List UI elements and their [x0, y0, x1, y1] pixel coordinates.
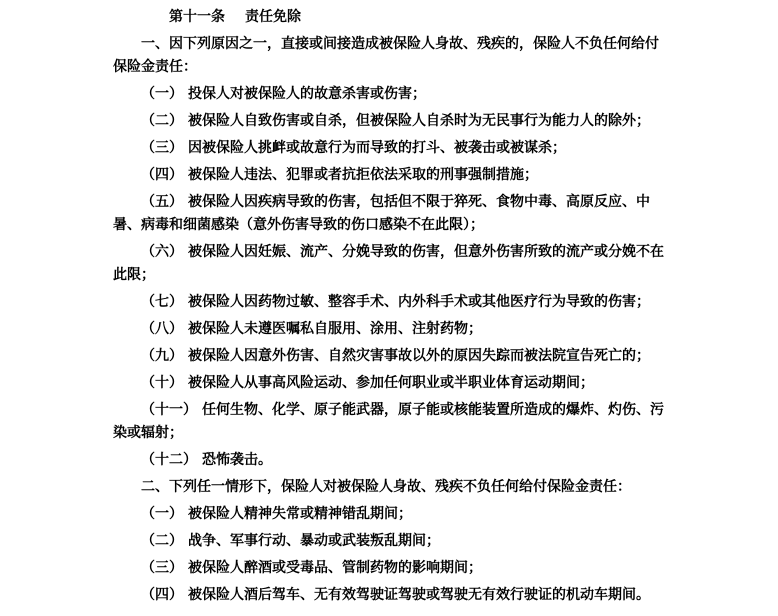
item-number: （五） [141, 193, 183, 209]
section1-item-7 [113, 290, 671, 313]
section1-item-5 [113, 190, 671, 236]
item-number: （九） [141, 347, 183, 363]
item-number: （三） [141, 139, 183, 155]
item-number: （一） [141, 85, 183, 101]
section1-item-3 [113, 136, 671, 159]
section2-item-2 [113, 529, 671, 552]
section2-item-4 [113, 583, 671, 606]
item-number: （三） [141, 559, 183, 575]
item-text: 被保险人未遵医嘱私自服用、涂用、注射药物； [188, 320, 482, 336]
item-number: （十） [141, 374, 183, 390]
item-number: （四） [141, 586, 183, 602]
item-text: 因被保险人挑衅或故意行为而导致的打斗、被袭击或被谋杀； [188, 139, 566, 155]
section2-item-3 [113, 556, 671, 579]
item-number: （七） [141, 293, 183, 309]
item-text: 被保险人酒后驾车、无有效驾驶证驾驶或驾驶无有效行驶证的机动车期间。 [188, 586, 650, 602]
section1-item-11 [113, 398, 671, 444]
item-number: （一） [141, 505, 183, 521]
item-text: 被保险人醉酒或受毒品、管制药物的影响期间； [188, 559, 482, 575]
section1-item-6 [113, 240, 671, 286]
section1-item-1 [113, 82, 671, 105]
section1-item-10 [113, 371, 671, 394]
clause-number: 第十一条 [169, 8, 225, 24]
item-text: 任何生物、化学、原子能武器，原子能或核能装置所造成的爆炸、灼伤、污染或辐射； [113, 401, 664, 440]
item-text: 被保险人因药物过敏、整容手术、内外科手术或其他医疗行为导致的伤害； [188, 293, 650, 309]
item-number: （四） [141, 166, 183, 182]
item-number: （八） [141, 320, 183, 336]
item-text: 被保险人精神失常或精神错乱期间； [188, 505, 412, 521]
item-number: （二） [141, 532, 183, 548]
item-text: 投保人对被保险人的故意杀害或伤害； [188, 85, 426, 101]
item-text: 被保险人违法、犯罪或者抗拒依法采取的刑事强制措施； [188, 166, 538, 182]
section1-item-12 [113, 448, 671, 471]
clause-title: 责任免除 [245, 8, 301, 24]
section1-item-4 [113, 163, 671, 186]
section1-intro: 一、因下列原因之一，直接或间接造成被保险人身故、残疾的，保险人不负任何给付保险金责任： [113, 35, 659, 74]
item-text: 恐怖袭击。 [202, 451, 272, 467]
section2-intro: 二、下列任一情形下，保险人对被保险人身故、残疾不负任何给付保险金责任： [141, 478, 631, 494]
section1-item-9 [113, 344, 671, 367]
item-text: 战争、军事行动、暴动或武装叛乱期间； [188, 532, 440, 548]
item-number: （二） [141, 112, 183, 128]
item-text: 被保险人因妊娠、流产、分娩导致的伤害，但意外伤害所致的流产或分娩不在此限； [113, 243, 664, 282]
section1-item-8 [113, 317, 671, 340]
clause-document [113, 5, 671, 610]
item-number: （十一） [141, 401, 197, 417]
section1-item-2 [113, 109, 671, 132]
item-number: （十二） [141, 451, 197, 467]
item-text: 被保险人从事高风险运动、参加任何职业或半职业体育运动期间； [188, 374, 594, 390]
item-text: 被保险人因意外伤害、自然灾害事故以外的原因失踪而被法院宣告死亡的； [188, 347, 650, 363]
item-text: 被保险人自致伤害或自杀，但被保险人自杀时为无民事行为能力人的除外； [188, 112, 650, 128]
item-text: 被保险人因疾病导致的伤害，包括但不限于猝死、食物中毒、高原反应、中暑、病毒和细菌感染（意外伤害导致的伤口感染不在此限）； [113, 193, 650, 232]
item-number: （六） [141, 243, 183, 259]
section2-item-1 [113, 502, 671, 525]
clause-heading [113, 5, 671, 28]
